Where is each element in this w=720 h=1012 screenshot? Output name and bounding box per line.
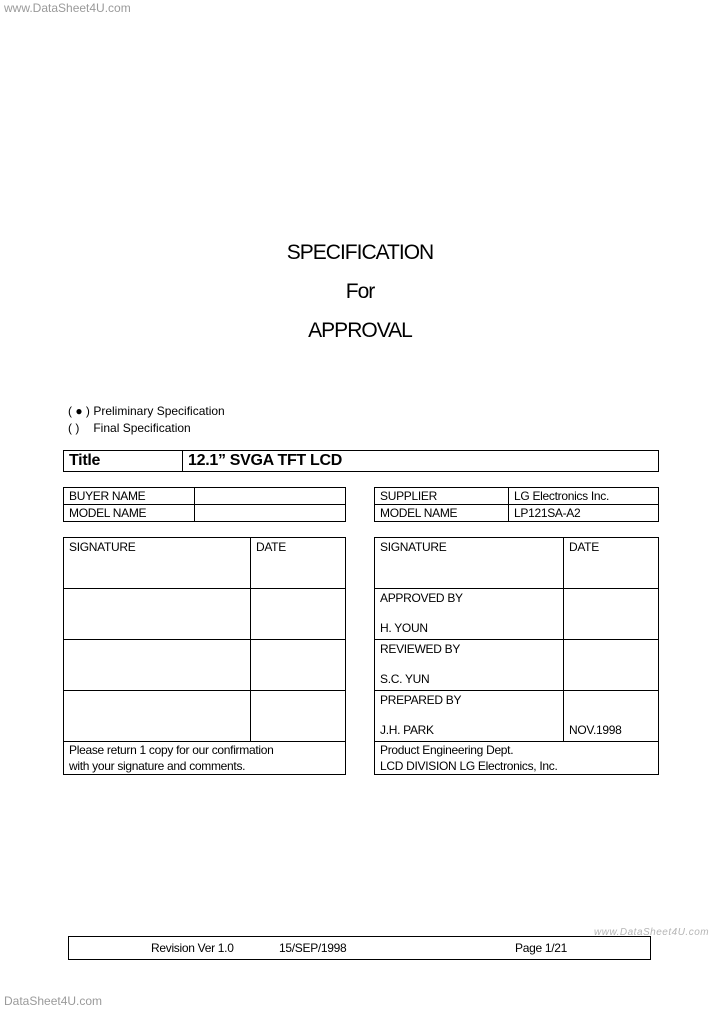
buyer-date-cell [251, 640, 346, 691]
title-value: 12.1” SVGA TFT LCD [183, 451, 659, 472]
buyer-footer-line2: with your signature and comments. [69, 759, 246, 773]
reviewed-date-cell [564, 640, 659, 691]
buyer-date-cell [251, 589, 346, 640]
checkbox-preliminary [68, 404, 225, 418]
prepared-by-label: PREPARED BY [380, 693, 462, 707]
checkbox-mark-preliminary: ( ● ) [68, 404, 90, 418]
buyer-name-value [195, 488, 346, 505]
page-footer [68, 936, 651, 960]
supplier-label: SUPPLIER [375, 488, 509, 505]
prepared-by-name: J.H. PARK [380, 723, 434, 737]
prepared-by-cell [375, 691, 564, 742]
buyer-model-name-label: MODEL NAME [64, 505, 195, 522]
supplier-model-name-value: LP121SA-A2 [509, 505, 659, 522]
buyer-signature-cell [64, 589, 251, 640]
buyer-signature-header: SIGNATURE [64, 538, 251, 589]
approved-by-cell [375, 589, 564, 640]
checkbox-label-final: Final Specification [93, 421, 191, 435]
title-table [63, 450, 659, 472]
supplier-footer-line2: LCD DIVISION LG Electronics, Inc. [380, 759, 558, 773]
buyer-signature-footer [64, 742, 346, 775]
buyer-signature-table [63, 537, 346, 775]
title-label: Title [64, 451, 183, 472]
supplier-model-name-label: MODEL NAME [375, 505, 509, 522]
supplier-signature-header: SIGNATURE [375, 538, 564, 589]
prepared-date: NOV.1998 [569, 723, 622, 737]
supplier-footer-line1: Product Engineering Dept. [380, 743, 514, 757]
heading-for: For [345, 280, 375, 303]
buyer-date-header: DATE [251, 538, 346, 589]
buyer-info-table [63, 487, 346, 522]
supplier-date-header: DATE [564, 538, 659, 589]
buyer-signature-cell [64, 691, 251, 742]
footer-date: 15/SEP/1998 [279, 941, 347, 955]
supplier-signature-table [374, 537, 659, 775]
reviewed-by-cell [375, 640, 564, 691]
footer-revision: Revision Ver 1.0 [151, 941, 234, 955]
watermark-right: www.DataSheet4U.com [594, 927, 710, 938]
heading-specification: SPECIFICATION [286, 241, 434, 264]
approved-by-label: APPROVED BY [380, 591, 463, 605]
approved-by-name: H. YOUN [380, 621, 428, 635]
supplier-info-table [374, 487, 659, 522]
watermark-bottom: DataSheet4U.com [4, 994, 103, 1008]
prepared-date-cell [564, 691, 659, 742]
supplier-signature-footer [375, 742, 659, 775]
buyer-signature-cell [64, 640, 251, 691]
buyer-date-cell [251, 691, 346, 742]
checkbox-final [68, 421, 191, 435]
buyer-name-label: BUYER NAME [64, 488, 195, 505]
watermark-top: www.DataSheet4U.com [4, 1, 131, 15]
reviewed-by-label: REVIEWED BY [380, 642, 461, 656]
buyer-footer-line1: Please return 1 copy for our confirmation [69, 743, 274, 757]
approved-date-cell [564, 589, 659, 640]
footer-page: Page 1/21 [515, 941, 568, 955]
checkbox-mark-final: ( ) [68, 421, 80, 435]
buyer-model-name-value [195, 505, 346, 522]
heading-approval: APPROVAL [308, 319, 412, 342]
supplier-value: LG Electronics Inc. [509, 488, 659, 505]
reviewed-by-name: S.C. YUN [380, 672, 430, 686]
checkbox-label-preliminary: Preliminary Specification [93, 404, 225, 418]
